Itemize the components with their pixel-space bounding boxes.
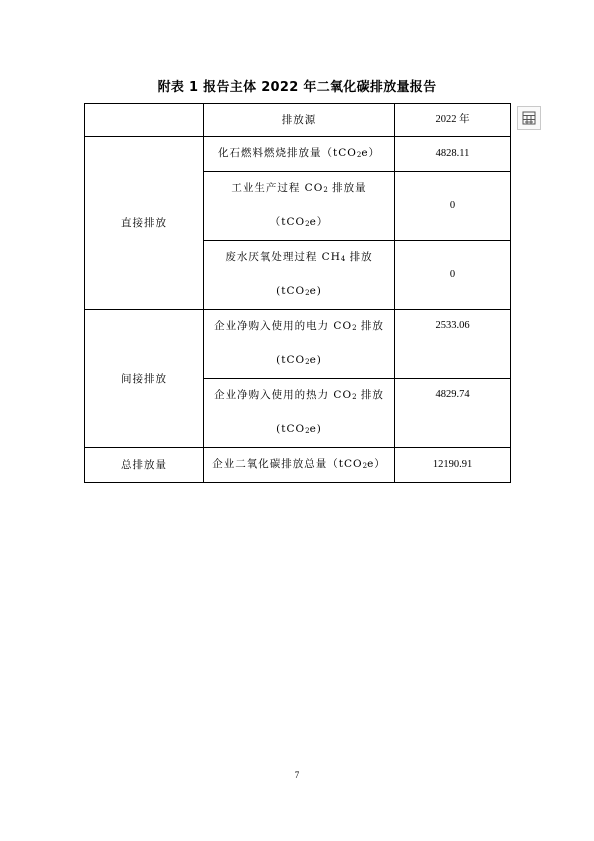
source-total-co2: 企业二氧化碳排放总量（tCO2e） xyxy=(204,448,395,483)
unit-label: (tCO2e) xyxy=(276,285,322,297)
header-empty-cell xyxy=(85,104,204,137)
header-year: 2022 年 xyxy=(395,104,511,137)
table-row xyxy=(85,137,511,172)
group-direct-emission: 直接排放 xyxy=(85,137,204,310)
table-header-row xyxy=(85,104,511,137)
table-grid-icon-glyph xyxy=(522,111,536,125)
group-indirect-emission: 间接排放 xyxy=(85,310,204,448)
header-emission-source: 排放源 xyxy=(204,104,395,137)
source-purchased-electricity: 企业净购入使用的电力 CO2 排放 (tCO2e) xyxy=(204,310,395,379)
emissions-table xyxy=(84,103,511,483)
value-purchased-heat: 4829.74 xyxy=(395,379,511,448)
source-purchased-heat: 企业净购入使用的热力 CO2 排放 (tCO2e) xyxy=(204,379,395,448)
value-fossil-fuel: 4828.11 xyxy=(395,137,511,172)
table-row xyxy=(85,310,511,379)
source-wastewater-ch4: 废水厌氧处理过程 CH4 排放 (tCO2e) xyxy=(204,241,395,310)
value-wastewater-ch4: 0 xyxy=(395,241,511,310)
unit-label: (tCO2e) xyxy=(276,423,322,435)
source-fossil-fuel: 化石燃料燃烧排放量（tCO2e） xyxy=(204,137,395,172)
value-total-co2: 12190.91 xyxy=(395,448,511,483)
value-purchased-electricity: 2533.06 xyxy=(395,310,511,379)
group-total-emission: 总排放量 xyxy=(85,448,204,483)
unit-label: (tCO2e) xyxy=(276,354,322,366)
page-number: 7 xyxy=(294,770,300,780)
table-grid-icon[interactable] xyxy=(517,106,541,130)
page-title: 附表 1 报告主体 2022 年二氧化碳排放量报告 xyxy=(157,80,437,95)
source-industrial-process: 工业生产过程 CO2 排放量（tCO2e） xyxy=(204,172,395,241)
value-industrial-process: 0 xyxy=(395,172,511,241)
table-row xyxy=(85,448,511,483)
